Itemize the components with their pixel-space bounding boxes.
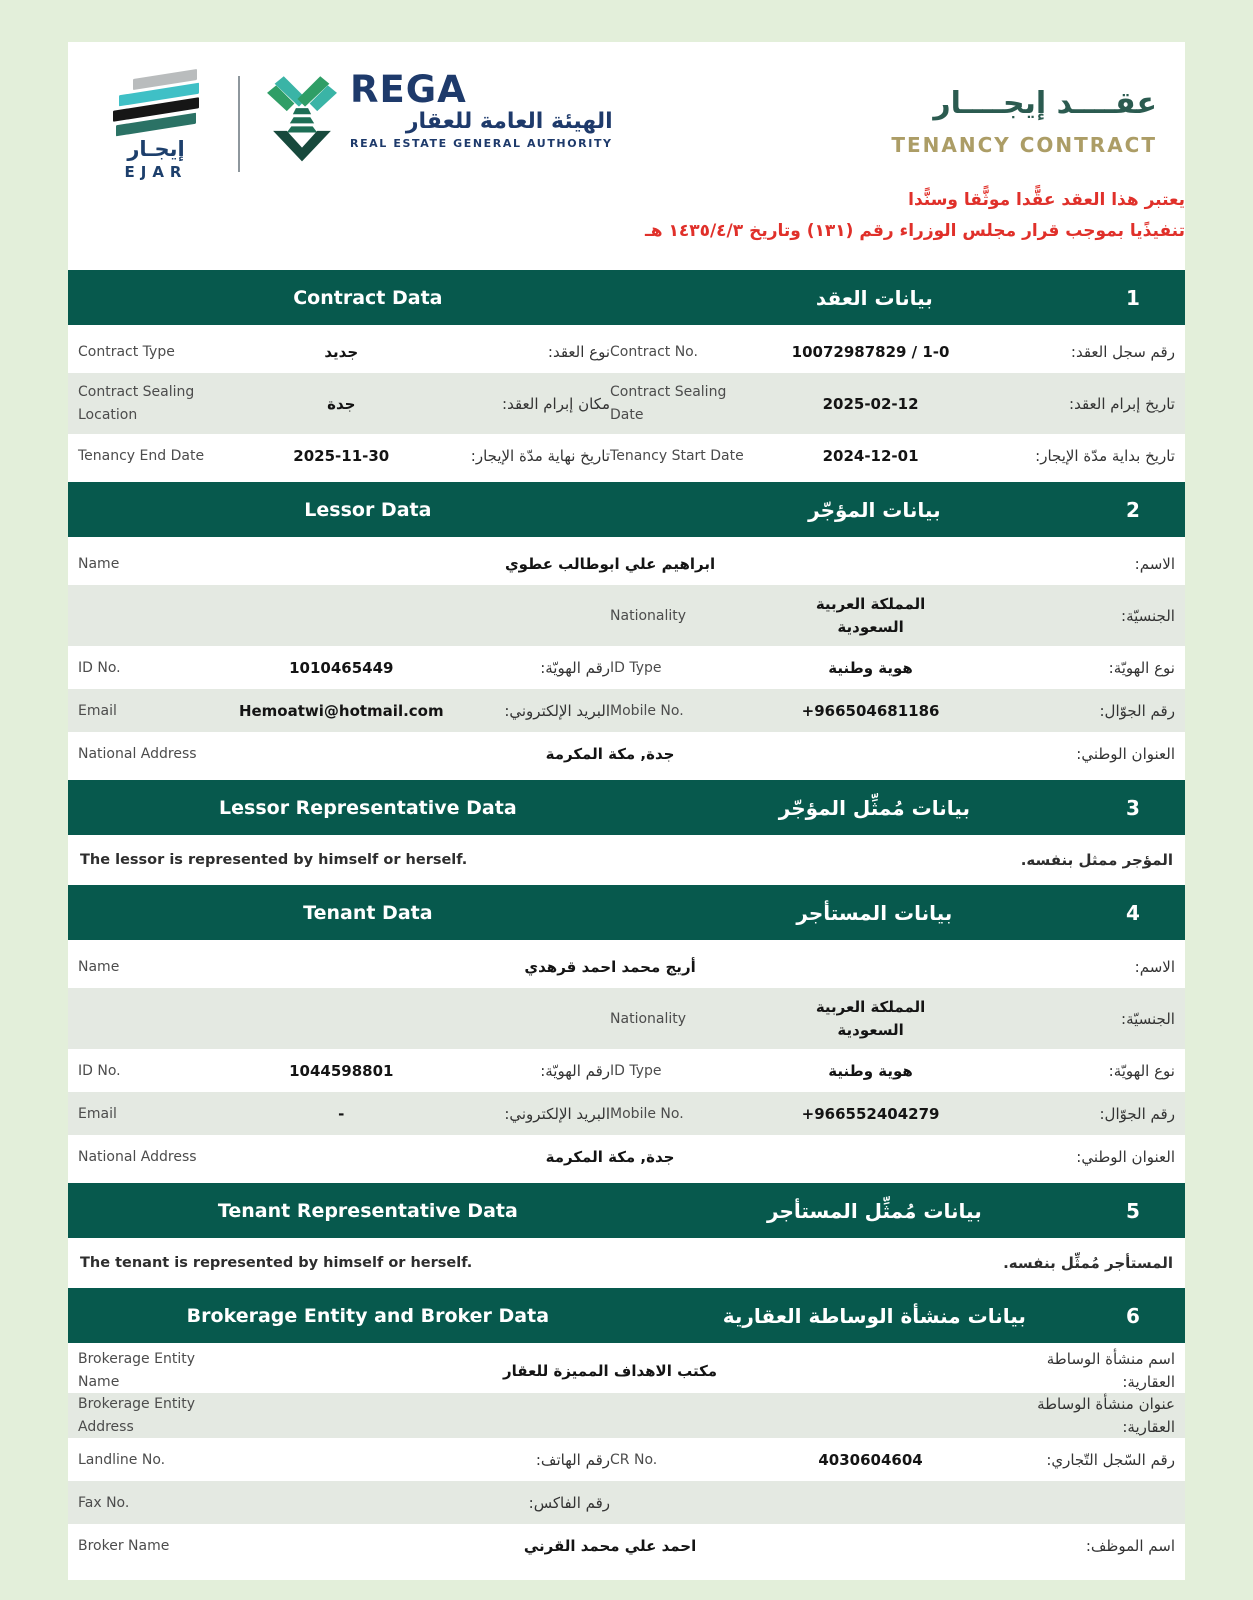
section-3-header: [68, 780, 1185, 835]
ejar-logo-icon: [113, 74, 199, 130]
section-4-header: [68, 885, 1185, 940]
contract-sheet: [68, 42, 1185, 1580]
lessor-email-value: Hemoatwi@hotmail.com: [238, 701, 444, 720]
lessor-contact-row: [68, 689, 1185, 732]
rega-logo: [264, 68, 613, 164]
cr-no-label-ar: رقم السّجل التّجاري:: [1046, 1450, 1175, 1469]
tenant-representative-note-row: [68, 1243, 1185, 1283]
fax-label-en: Fax No.: [78, 1494, 130, 1511]
lessor-address-label-en: National Address: [78, 745, 197, 762]
tenancy-end-label-en: Tenancy End Date: [78, 447, 205, 464]
contract-type-value: جديد: [324, 342, 359, 361]
brokerage-name-row: [68, 1348, 1185, 1393]
contract-title-english: TENANCY CONTRACT: [891, 133, 1157, 157]
contract-no-label-ar: رقم سجل العقد:: [1070, 342, 1175, 361]
tenant-contact-row: [68, 1092, 1185, 1135]
tenant-address-label-en: National Address: [78, 1148, 197, 1165]
tenant-nationality-value: المملكة العربية السعودية: [815, 998, 926, 1039]
brokerage-address-label-ar: عنوان منشأة الوساطة العقارية:: [1037, 1395, 1175, 1436]
lessor-name-row: [68, 542, 1185, 585]
broker-name-value: احمد علي محمد القرني: [523, 1536, 697, 1555]
lessor-id-row: [68, 646, 1185, 689]
fax-row: [68, 1481, 1185, 1524]
contract-sealing-row: [68, 373, 1185, 434]
sealing-location-value: جدة: [327, 394, 356, 413]
tenant-id-no-value: 1044598801: [289, 1061, 394, 1080]
tenant-nationality-label-ar: الجنسيّة:: [1121, 1009, 1175, 1028]
tenant-name-value: أريج محمد احمد قرهدي: [524, 957, 696, 976]
tenant-address-value: جدة, مكة المكرمة: [545, 1147, 675, 1166]
section-6-title-en: Brokerage Entity and Broker Data: [186, 1304, 550, 1327]
tenant-rep-note-ar: المستأجر مُمثِّل بنفسه.: [1003, 1254, 1173, 1273]
contract-title-block: [613, 70, 1163, 157]
section-3-number: 3: [1126, 795, 1140, 820]
lessor-national-address-row: [68, 732, 1185, 775]
section-4-title-ar: بيانات المستأجر: [796, 900, 953, 925]
contract-no-value: 10072987829 / 1-0: [791, 342, 950, 361]
tenancy-start-label-ar: تاريخ بداية مدّة الإيجار:: [1035, 446, 1175, 465]
tenancy-end-label-ar: تاريخ نهاية مدّة الإيجار:: [470, 446, 611, 465]
contract-no-label-en: Contract No.: [610, 343, 698, 360]
tenant-id-type-label-ar: نوع الهويّة:: [1108, 1061, 1175, 1080]
tenant-rep-note-en: The tenant is represented by himself or herself.: [80, 1255, 473, 1272]
lessor-id-type-value: هوية وطنية: [828, 658, 913, 677]
section-6-title-ar: بيانات منشأة الوساطة العقارية: [722, 1303, 1026, 1328]
section-4-title-en: Tenant Data: [303, 901, 433, 924]
tenant-name-label-en: Name: [78, 958, 120, 975]
rega-logo-text: [350, 68, 613, 151]
disclaimer-line-2: تنفيذًيا بموجب قرار مجلس الوزراء رقم (١٣١) وتاريخ ١٤٣٥/٤/٣ هـ: [644, 220, 1185, 241]
broker-name-label-en: Broker Name: [78, 1537, 170, 1554]
rega-wordmark: REGA: [350, 68, 467, 111]
brokerage-address-label-en: Brokerage Entity Address: [78, 1396, 195, 1435]
brokerage-name-label-en: Brokerage Entity Name: [78, 1351, 195, 1390]
tenant-mobile-label-ar: رقم الجوّال:: [1099, 1104, 1175, 1123]
lessor-rep-note-ar: المؤجر ممثل بنفسه.: [1020, 851, 1173, 870]
lessor-id-no-value: 1010465449: [289, 658, 394, 677]
tenant-id-no-label-en: ID No.: [78, 1062, 121, 1079]
contract-type-label-en: Contract Type: [78, 343, 175, 360]
section-2-number: 2: [1126, 497, 1140, 522]
brokerage-name-value: مكتب الاهداف المميزة للعقار: [502, 1361, 718, 1380]
tenant-id-row: [68, 1049, 1185, 1092]
lessor-id-no-label-en: ID No.: [78, 659, 121, 676]
tenant-email-label-ar: البريد الإلكتروني:: [504, 1104, 611, 1123]
fax-label-ar: رقم الفاكس:: [528, 1493, 611, 1512]
tenancy-start-label-en: Tenancy Start Date: [610, 447, 744, 464]
section-3-title-en: Lessor Representative Data: [219, 796, 517, 819]
landline-label-en: Landline No.: [78, 1451, 166, 1468]
lessor-mobile-value: +966504681186: [801, 701, 940, 720]
sealing-date-label-en: Contract Sealing Date: [610, 384, 727, 423]
section-1-number: 1: [1126, 285, 1140, 310]
lessor-nationality-label-en: Nationality: [610, 607, 687, 624]
lessor-name-value: ابراهيم علي ابوطالب عطوي: [504, 554, 716, 573]
lessor-representative-note-row: [68, 840, 1185, 880]
section-2-title-ar: بيانات المؤجّر: [808, 497, 941, 522]
cr-no-label-en: CR No.: [610, 1451, 658, 1468]
lessor-address-label-ar: العنوان الوطني:: [1076, 744, 1175, 763]
section-2-title-en: Lessor Data: [304, 498, 432, 521]
section-1-header: [68, 270, 1185, 325]
rega-palm-icon: [264, 72, 340, 164]
section-1-title-ar: بيانات العقد: [815, 285, 933, 310]
section-5-header: [68, 1183, 1185, 1238]
sealing-location-label-ar: مكان إبرام العقد:: [502, 394, 611, 413]
document-header: [68, 42, 1185, 181]
sealing-date-label-ar: تاريخ إبرام العقد:: [1069, 394, 1175, 413]
tenant-email-label-en: Email: [78, 1105, 117, 1122]
lessor-email-label-ar: البريد الإلكتروني:: [504, 701, 611, 720]
contract-no-row: [68, 330, 1185, 373]
legal-disclaimer: [68, 185, 1185, 246]
lessor-nationality-value: المملكة العربية السعودية: [815, 595, 926, 636]
lessor-id-type-label-ar: نوع الهويّة:: [1108, 658, 1175, 677]
lessor-mobile-label-en: Mobile No.: [610, 702, 684, 719]
section-5-number: 5: [1126, 1198, 1140, 1223]
brokerage-name-label-ar: اسم منشأة الوساطة العقارية:: [1046, 1350, 1175, 1391]
tenant-id-type-value: هوية وطنية: [828, 1061, 913, 1080]
tenant-id-no-label-ar: رقم الهويّة:: [540, 1061, 611, 1080]
tenancy-start-value: 2024-12-01: [822, 446, 919, 465]
ejar-logo-latin: EJAR: [124, 163, 188, 182]
section-4-number: 4: [1126, 900, 1140, 925]
tenancy-dates-row: [68, 434, 1185, 477]
rega-arabic-name: الهيئة العامة للعقار: [405, 109, 613, 135]
broker-name-row: [68, 1524, 1185, 1567]
tenancy-end-value: 2025-11-30: [293, 446, 390, 465]
lessor-name-label-en: Name: [78, 555, 120, 572]
lessor-nationality-row: [68, 585, 1185, 646]
section-2-header: [68, 482, 1185, 537]
section-6-header: [68, 1288, 1185, 1343]
lessor-address-value: جدة, مكة المكرمة: [545, 744, 675, 763]
brokerage-address-row: [68, 1393, 1185, 1438]
ejar-logo-arabic: إيجـار: [127, 137, 185, 161]
sealing-date-value: 2025-02-12: [822, 394, 919, 413]
cr-landline-row: [68, 1438, 1185, 1481]
tenant-national-address-row: [68, 1135, 1185, 1178]
lessor-rep-note-en: The lessor is represented by himself or herself.: [80, 852, 468, 869]
lessor-mobile-label-ar: رقم الجوّال:: [1099, 701, 1175, 720]
tenant-mobile-label-en: Mobile No.: [610, 1105, 684, 1122]
tenant-mobile-value: +966552404279: [801, 1104, 940, 1123]
tenant-nationality-row: [68, 988, 1185, 1049]
sealing-location-label-en: Contract Sealing Location: [78, 384, 195, 423]
tenant-email-value: -: [338, 1104, 345, 1123]
ejar-logo: [92, 70, 220, 181]
section-5-title-en: Tenant Representative Data: [217, 1199, 518, 1222]
lessor-id-no-label-ar: رقم الهويّة:: [540, 658, 611, 677]
cr-no-value: 4030604604: [818, 1450, 923, 1469]
section-1-title-en: Contract Data: [293, 286, 443, 309]
tenant-name-row: [68, 945, 1185, 988]
disclaimer-line-1: يعتبر هذا العقد عقًّدا موثًّقا وسنًّدا: [908, 190, 1185, 211]
section-3-title-ar: بيانات مُمثِّل المؤجّر: [778, 795, 970, 820]
tenant-nationality-label-en: Nationality: [610, 1010, 687, 1027]
lessor-id-type-label-en: ID Type: [610, 659, 662, 676]
rega-english-name: REAL ESTATE GENERAL AUTHORITY: [350, 137, 613, 151]
tenant-name-label-ar: الاسم:: [1134, 957, 1175, 976]
contract-type-label-ar: نوع العقد:: [547, 342, 611, 361]
landline-label-ar: رقم الهاتف:: [535, 1450, 611, 1469]
lessor-name-label-ar: الاسم:: [1134, 554, 1175, 573]
section-5-title-ar: بيانات مُمثِّل المستأجر: [767, 1198, 982, 1223]
section-6-number: 6: [1126, 1303, 1140, 1328]
lessor-email-label-en: Email: [78, 702, 117, 719]
tenant-address-label-ar: العنوان الوطني:: [1076, 1147, 1175, 1166]
lessor-nationality-label-ar: الجنسيّة:: [1121, 606, 1175, 625]
tenant-id-type-label-en: ID Type: [610, 1062, 662, 1079]
broker-name-label-ar: اسم الموظف:: [1085, 1536, 1175, 1555]
header-divider: [238, 76, 240, 172]
contract-title-arabic: عقــــد إيجــــار: [933, 86, 1157, 121]
